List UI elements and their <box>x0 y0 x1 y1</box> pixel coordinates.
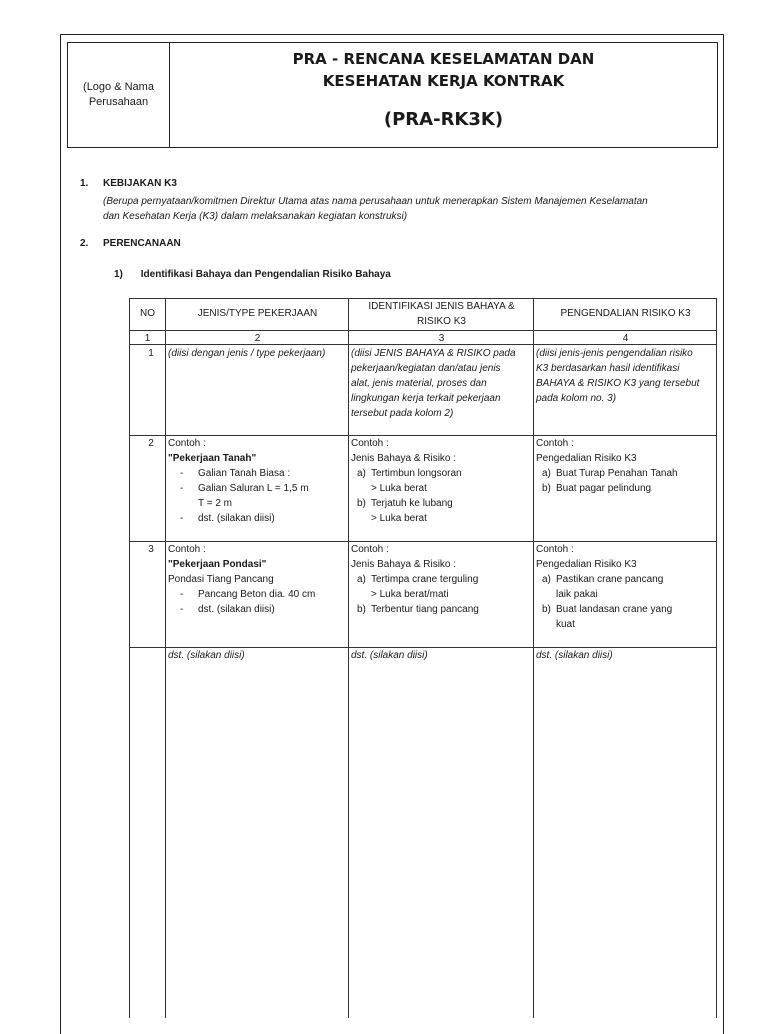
row2-jenis-title: "Pekerjaan Tanah" <box>168 453 257 464</box>
list-item-text: Buat pagar pelindung <box>556 483 652 494</box>
row1-identifikasi-line: alat, jenis material, proses dan <box>351 378 487 389</box>
list-item <box>168 511 348 526</box>
list-item-text: laik pakai <box>556 589 598 600</box>
title-code: (PRA-RK3K) <box>383 109 504 130</box>
list-item-text: > Luka berat <box>371 483 427 494</box>
section-kebijakan-description <box>103 194 713 224</box>
row2-ident-title: Jenis Bahaya & Risiko : <box>351 453 457 464</box>
row3-identifikasi <box>351 542 533 617</box>
title-line2: KESEHATAN KERJA KONTRAK <box>322 72 565 90</box>
list-item <box>351 481 533 496</box>
row3-jenis-sub: Pondasi Tiang Pancang <box>168 574 274 585</box>
row1-identifikasi-line: lingkungan kerja terkait pekerjaan <box>351 393 501 404</box>
list-item-text: T = 2 m <box>198 498 232 509</box>
table-rule <box>348 298 349 1018</box>
list-item <box>168 466 348 481</box>
row3-peng-contoh: Contoh : <box>536 544 574 555</box>
section-label: KEBIJAKAN K3 <box>103 178 177 189</box>
row2-pengendalian <box>536 436 716 496</box>
row1-pengendalian-line: (diisi jenis-jenis pengendalian risiko <box>536 348 693 359</box>
column-number: 3 <box>438 333 445 344</box>
row2-ident-contoh: Contoh : <box>351 438 389 449</box>
list-item <box>536 617 716 632</box>
row3-ident-list <box>351 572 533 617</box>
dash-marker: - <box>180 513 184 524</box>
list-item <box>536 481 716 496</box>
list-item-text: Galian Saluran L = 1,5 m <box>198 483 309 494</box>
row3-no: 3 <box>148 544 154 555</box>
row1-pengendalian-line: K3 berdasarkan hasil identifikasi <box>536 363 680 374</box>
row1-identifikasi-line: tersebut pada kolom 2) <box>351 408 454 419</box>
list-item-text: > Luka berat <box>371 513 427 524</box>
document-title <box>170 43 717 147</box>
row3-peng-list <box>536 572 716 632</box>
row2-peng-contoh: Contoh : <box>536 438 574 449</box>
subsection-number: 1) <box>114 269 123 280</box>
row1-identifikasi-line: (diisi JENIS BAHAYA & RISIKO pada <box>351 348 516 359</box>
subsection-identifikasi <box>114 269 391 280</box>
dash-marker: - <box>180 604 184 615</box>
table-rule <box>716 298 717 1018</box>
list-item-text: Terjatuh ke lubang <box>371 498 453 509</box>
document-header <box>67 42 718 148</box>
title-line1: PRA - RENCANA KESELAMATAN DAN <box>292 50 595 68</box>
row1-no: 1 <box>148 348 154 359</box>
row1-identifikasi <box>351 346 533 421</box>
dash-marker: - <box>180 483 184 494</box>
column-number: 4 <box>622 333 629 344</box>
list-item <box>536 587 716 602</box>
row3-pengendalian <box>536 542 716 632</box>
row1-identifikasi-line: pekerjaan/kegiatan dan/atau jenis <box>351 363 501 374</box>
row2-no: 2 <box>148 438 154 449</box>
logo-text-line1: (Logo & Nama <box>83 81 154 93</box>
list-item-text: kuat <box>556 619 575 630</box>
list-item-text: Galian Tanah Biasa : <box>198 468 291 479</box>
row2-jenis-contoh: Contoh : <box>168 438 206 449</box>
row2-jenis-list <box>168 466 348 526</box>
row4-pengendalian: dst. (silakan diisi) <box>536 650 613 661</box>
row3-peng-title: Pengedalian Risiko K3 <box>536 559 637 570</box>
list-item <box>351 511 533 526</box>
row2-jenis <box>168 436 348 526</box>
table-rule <box>129 298 130 1018</box>
row3-ident-contoh: Contoh : <box>351 544 389 555</box>
list-item <box>536 466 716 481</box>
alpha-marker: a) <box>357 468 366 479</box>
description-line1: (Berupa pernyataan/komitmen Direktur Utama atas nama perusahaan untuk menerapkan Sistem Manajemen Keselamatan <box>103 196 648 207</box>
alpha-marker: b) <box>357 498 366 509</box>
list-item <box>351 496 533 511</box>
row4-identifikasi: dst. (silakan diisi) <box>351 650 428 661</box>
dash-marker: - <box>180 468 184 479</box>
row1-pengendalian-line: pada kolom no. 3) <box>536 393 617 404</box>
header-identifikasi-line1: IDENTIFIKASI JENIS BAHAYA & <box>368 301 515 312</box>
column-number: 2 <box>254 333 261 344</box>
section-label: PERENCANAAN <box>103 238 181 249</box>
row2-peng-list <box>536 466 716 496</box>
header-identifikasi <box>349 299 534 329</box>
list-item-continuation <box>168 496 348 511</box>
table-rule <box>533 298 534 1018</box>
row3-jenis-list <box>168 587 348 617</box>
row1-jenis: (diisi dengan jenis / type pekerjaan) <box>168 348 326 359</box>
column-number: 1 <box>144 333 151 344</box>
row4-jenis: dst. (silakan diisi) <box>168 650 245 661</box>
row3-ident-title: Jenis Bahaya & Risiko : <box>351 559 457 570</box>
row2-ident-list <box>351 466 533 526</box>
logo-placeholder <box>68 43 170 147</box>
alpha-marker: b) <box>357 604 366 615</box>
row2-identifikasi <box>351 436 533 526</box>
header-identifikasi-line2: RISIKO K3 <box>417 316 466 327</box>
subsection-label: Identifikasi Bahaya dan Pengendalian Risiko Bahaya <box>140 269 391 280</box>
description-line2: dan Kesehatan Kerja (K3) dalam melaksanakan kegiatan konstruksi) <box>103 211 408 222</box>
list-item <box>351 572 533 587</box>
list-item-text: Buat landasan crane yang <box>556 604 673 615</box>
row3-jenis-title: "Pekerjaan Pondasi" <box>168 559 267 570</box>
logo-text-line2: Perusahaan <box>88 96 149 108</box>
alpha-marker: a) <box>542 574 551 585</box>
header-no: NO <box>140 308 155 319</box>
list-item <box>168 587 348 602</box>
row3-jenis-contoh: Contoh : <box>168 544 206 555</box>
list-item-text: Terbentur tiang pancang <box>371 604 479 615</box>
list-item <box>168 602 348 617</box>
header-pengendalian: PENGENDALIAN RISIKO K3 <box>560 308 691 319</box>
row3-jenis <box>168 542 348 617</box>
list-item-text: Tertimbun longsoran <box>371 468 462 479</box>
list-item <box>536 572 716 587</box>
table-rule <box>165 298 166 1018</box>
list-item <box>168 481 348 496</box>
list-item <box>351 466 533 481</box>
list-item-text: Pastikan crane pancang <box>556 574 664 585</box>
row1-pengendalian-line: BAHAYA & RISIKO K3 yang tersebut <box>536 378 700 389</box>
alpha-marker: b) <box>542 604 551 615</box>
section-number: 1. <box>80 178 89 189</box>
section-number: 2. <box>80 238 89 249</box>
list-item-text: Tertimpa crane terguling <box>371 574 479 585</box>
row1-pengendalian <box>536 346 716 406</box>
alpha-marker: b) <box>542 483 551 494</box>
alpha-marker: a) <box>542 468 551 479</box>
header-jenis: JENIS/TYPE PEKERJAAN <box>197 308 318 319</box>
list-item-text: dst. (silakan diisi) <box>198 513 275 524</box>
list-item-text: Pancang Beton dia. 40 cm <box>198 589 316 600</box>
list-item <box>351 602 533 617</box>
row2-peng-title: Pengedalian Risiko K3 <box>536 453 637 464</box>
alpha-marker: a) <box>357 574 366 585</box>
list-item <box>351 587 533 602</box>
list-item-text: > Luka berat/mati <box>371 589 449 600</box>
list-item <box>536 602 716 617</box>
list-item-text: Buat Turap Penahan Tanah <box>556 468 678 479</box>
list-item-text: dst. (silakan diisi) <box>198 604 275 615</box>
dash-marker: - <box>180 589 184 600</box>
